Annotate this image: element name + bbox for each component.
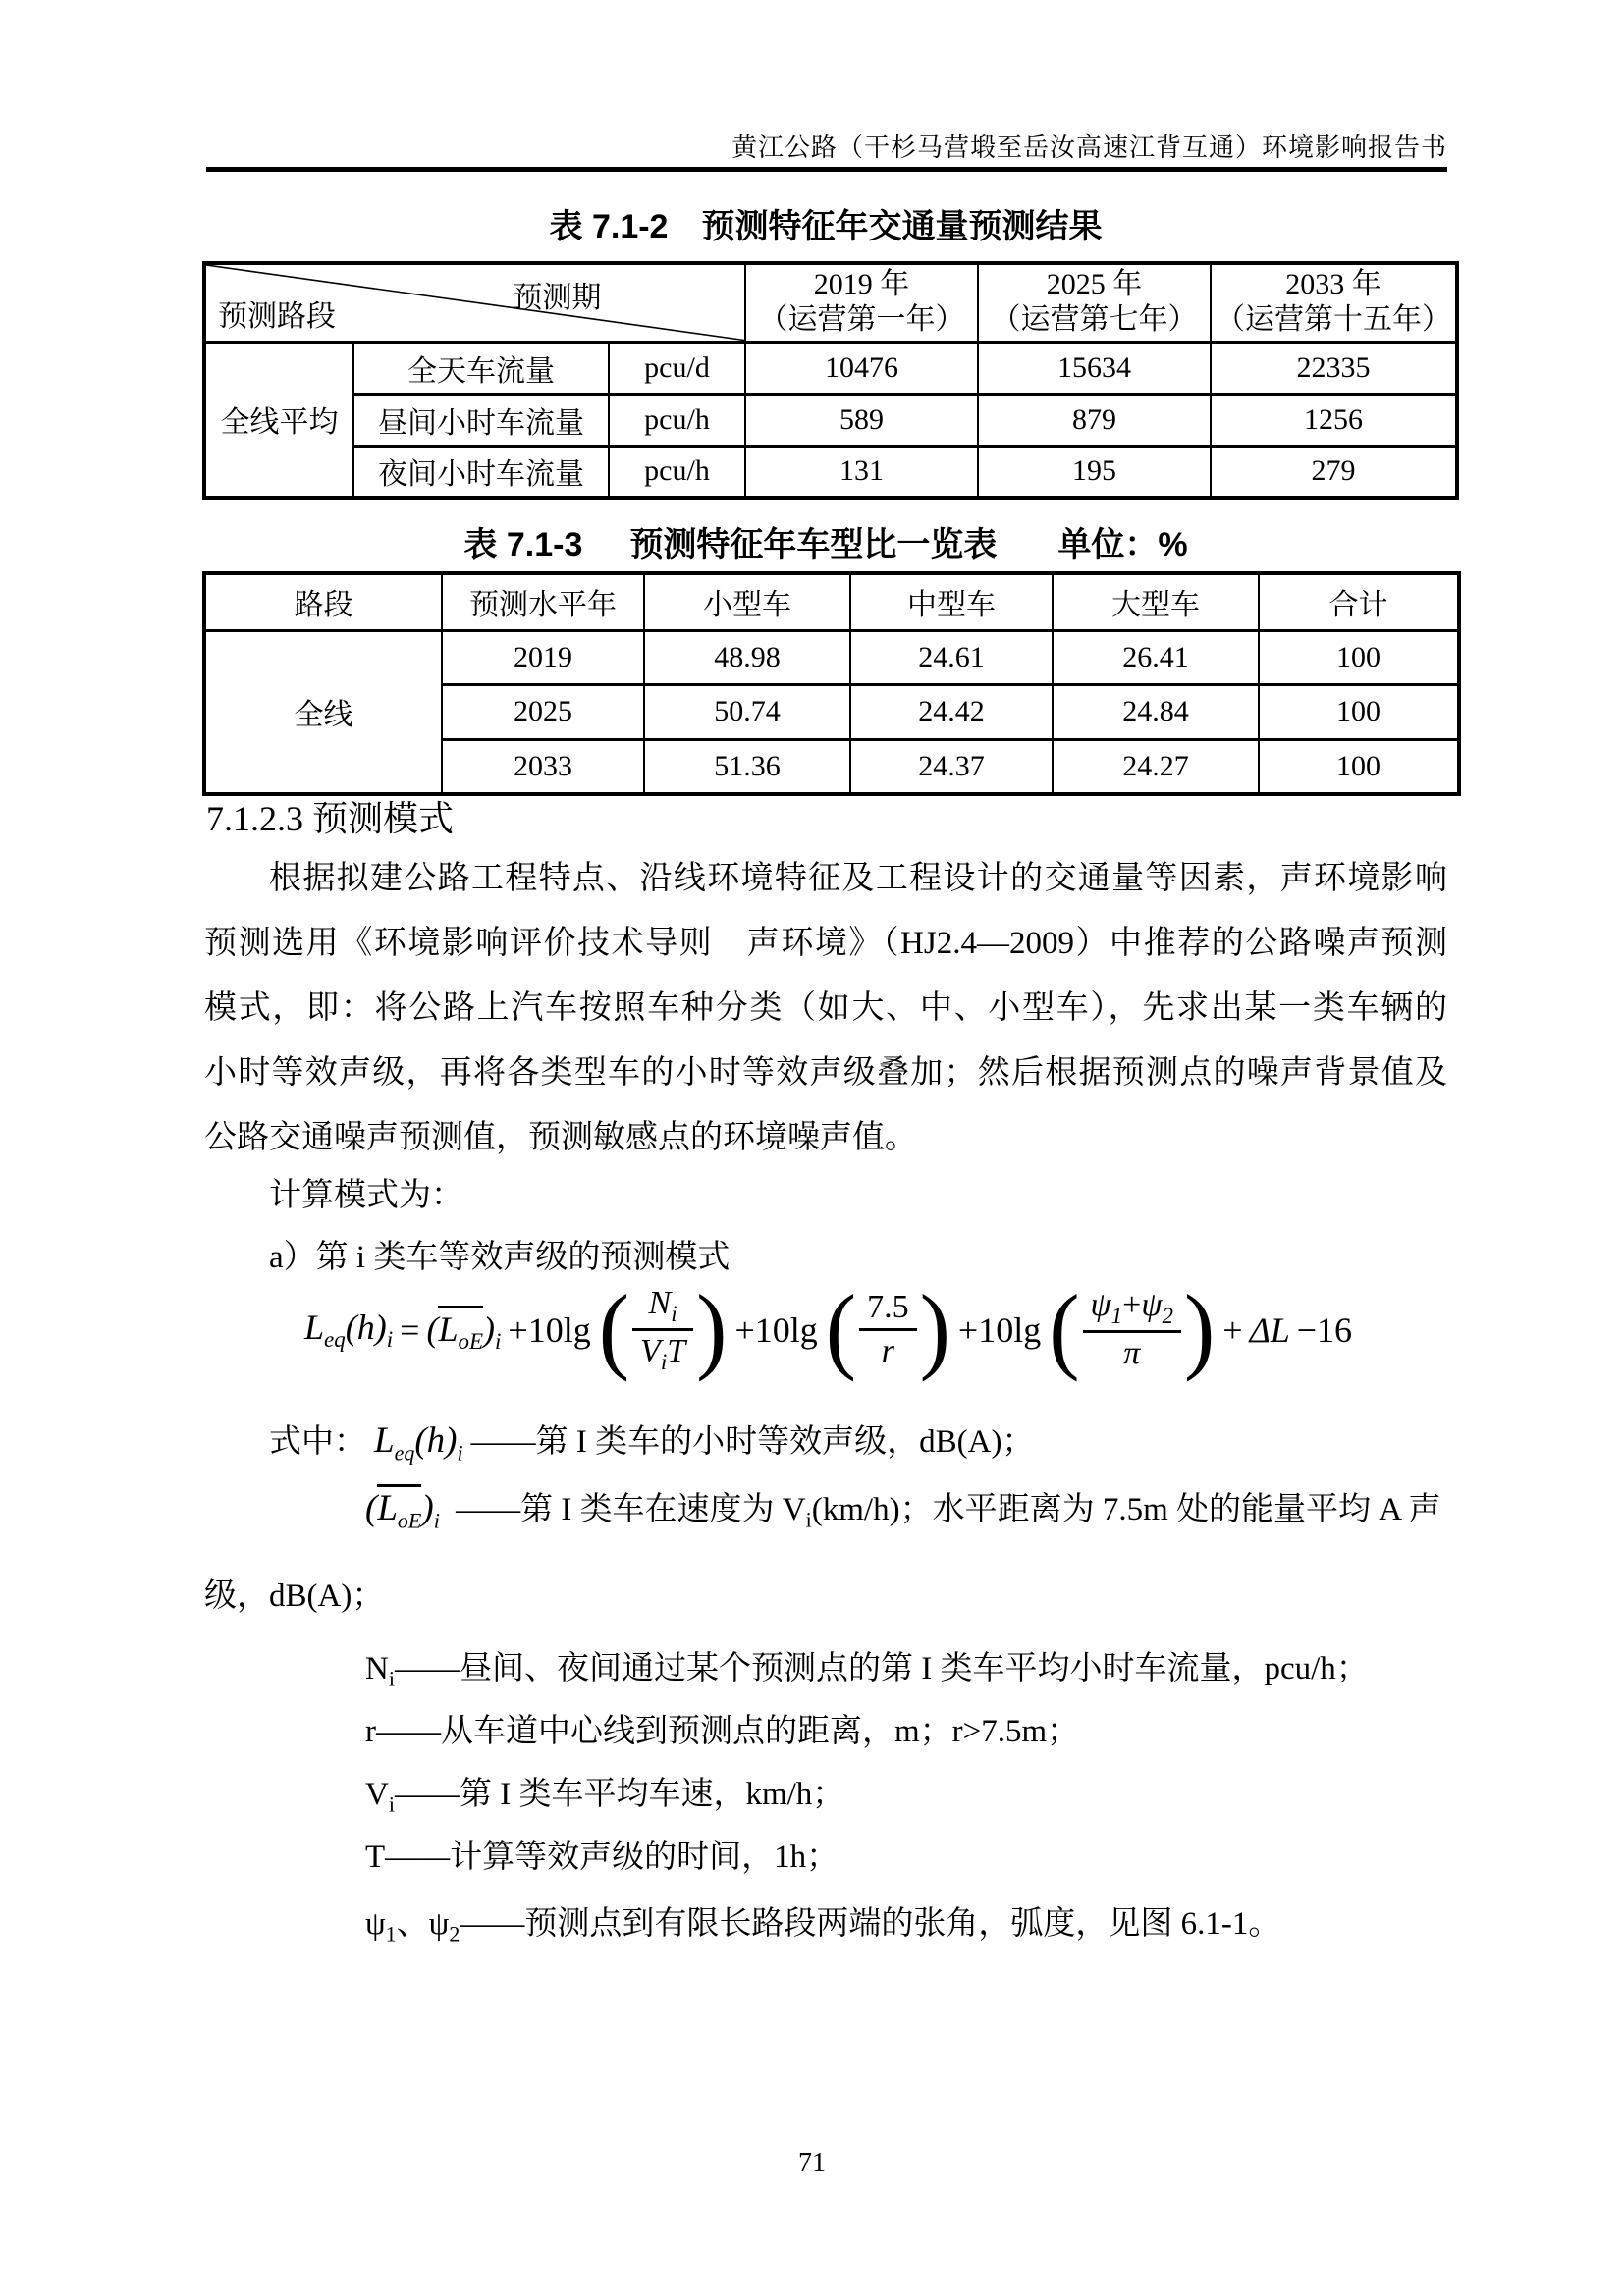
diag-label-period: 预测期 (513, 282, 602, 314)
col-header-year: 预测水平年 (442, 573, 644, 630)
header-rule (206, 167, 1447, 172)
value-cell: 26.41 (1053, 630, 1259, 684)
col-header-road: 路段 (204, 573, 442, 630)
year-cell: 2033 (442, 739, 644, 794)
value-cell: 195 (978, 446, 1211, 498)
defs-loe-line: $(L_{oE})_i$ ——第 I 类车在速度为 $V_i(km/h)$；水平距离为 7.5m 处的能量平均 A 声 (204, 1484, 1441, 1542)
vehicle-type-ratio-table (202, 571, 1461, 796)
section-heading: 7.1.2.3 预测模式 (206, 799, 455, 838)
defs-r-line: r——从车道中心线到预测点的距离，m；r>7.5m； (365, 1714, 1080, 1749)
value-cell: 1256 (1211, 394, 1457, 446)
delta-l: ΔL (1249, 1309, 1290, 1350)
diagonal-header-cell (204, 263, 745, 342)
right-paren: ) (696, 1275, 728, 1383)
table1-title: 表 7.1-2 预测特征年交通量预测结果 (549, 208, 1103, 245)
paragraph-prediction-mode (204, 846, 1447, 1170)
value-cell: 24.84 (1053, 684, 1259, 739)
value-cell: 589 (745, 394, 978, 446)
minus-16: −16 (1296, 1309, 1353, 1350)
fraction-75-r: $\frac{7.5}{r}$ (859, 1288, 917, 1373)
value-cell: 50.74 (644, 684, 850, 739)
diag-label-segment: 预测路段 (218, 299, 336, 333)
right-paren: ) (1183, 1275, 1216, 1383)
left-paren: ( (598, 1275, 630, 1383)
defs-psi-line: $\psi_1$、$\psi_2——$预测点到有限长路段两端的张角，弧度，见图 6.1-1。 (365, 1906, 1281, 1947)
year-cell: 2019 (442, 630, 644, 684)
unit-cell: pcu/h (609, 394, 745, 446)
traffic-forecast-table (202, 261, 1459, 500)
table-header-row (204, 573, 1459, 630)
value-cell: 15634 (978, 342, 1211, 394)
defs-n-line: $N_i——$昼间、夜间通过某个预测点的第 I 类车平均小时车流量，pcu/h； (365, 1651, 1369, 1691)
table2-title (204, 517, 1447, 565)
paragraph-line: 小时等效声级，再将各类型车的小时等效声级叠加；然后根据预测点的噪声背景值及 (204, 1055, 1447, 1091)
table-row (204, 342, 1457, 394)
fraction-psi-pi: $\frac{\psi_1+\psi_2}{\pi}$ (1083, 1286, 1181, 1374)
plus-10lg: +10lg (734, 1309, 818, 1350)
indicator-cell: 夜间小时车流量 (353, 446, 609, 498)
value-cell: 24.37 (850, 739, 1053, 794)
col-header-2025: 2025 年 （运营第七年） (978, 263, 1211, 342)
col-header-large: 大型车 (1053, 573, 1259, 630)
fraction-ni-vit: $\frac{N_i}{V_iT}$ (632, 1284, 693, 1376)
value-cell: 51.36 (644, 739, 850, 794)
unit-cell: pcu/d (609, 342, 745, 394)
defs-level-line: 级，dB(A)； (204, 1578, 385, 1614)
paragraph-line: 预测选用《环境影响评价技术导则 声环境》（HJ2.4—2009）中推荐的公路噪声预测 (204, 926, 1447, 961)
paragraph-line: 公路交通噪声预测值，预测敏感点的环境噪声值。 (204, 1120, 917, 1155)
item-a-line: a）第 i 类车等效声级的预测模式 (269, 1240, 731, 1275)
value-cell: 100 (1259, 684, 1459, 739)
defs-v-line: $V_i——$第 I 类车平均车速，km/h； (365, 1777, 845, 1817)
plus-sign: + (1222, 1309, 1243, 1350)
value-cell: 24.42 (850, 684, 1053, 739)
col-header-2033: 2033 年 （运营第十五年） (1211, 263, 1457, 342)
row-group-cell: 全线 (204, 630, 442, 794)
table2-title-label: 表 7.1-3 (463, 526, 583, 563)
calc-mode-line: 计算模式为： (269, 1178, 463, 1213)
left-paren: ( (825, 1275, 857, 1383)
value-cell: 100 (1259, 630, 1459, 684)
table-row (204, 394, 1457, 446)
table2-title-text: 预测特征年车型比一览表 (629, 526, 998, 563)
loe-inline-symbol: $(L_{oE})_i$ (365, 1488, 440, 1528)
loe-term: $(L_{oE})_i$ (426, 1306, 501, 1355)
defs-intro-line: 式中： $L_{eq}(h)_i$ ——第 I 类车的小时等效声级，dB(A)； (269, 1420, 1035, 1466)
col-header-2019: 2019 年 （运营第一年） (745, 263, 978, 342)
value-cell: 131 (745, 446, 978, 498)
leq-formula (304, 1275, 1359, 1383)
value-cell: 279 (1211, 446, 1457, 498)
table2-title-unit: 单位：% (1057, 526, 1188, 563)
defs-t-line: T——计算等效声级的时间，1h； (365, 1840, 839, 1875)
left-paren: ( (1049, 1275, 1080, 1383)
row-group-cell: 全线平均 (204, 342, 353, 498)
paragraph-line: 模式，即：将公路上汽车按照车种分类（如大、中、小型车），先求出某一类车辆的 (204, 990, 1447, 1026)
running-header: 黄江公路（干杉马营塅至岳汝高速江背互通）环境影响报告书 (731, 133, 1447, 162)
right-paren: ) (919, 1275, 950, 1383)
year-cell: 2025 (442, 684, 644, 739)
value-cell: 10476 (745, 342, 978, 394)
value-cell: 879 (978, 394, 1211, 446)
indicator-cell: 昼间小时车流量 (353, 394, 609, 446)
leq-inline-symbol: $L_{eq}(h)_i$ (374, 1420, 463, 1466)
plus-10lg: +10lg (957, 1309, 1042, 1350)
value-cell: 24.61 (850, 630, 1053, 684)
value-cell: 24.27 (1053, 739, 1259, 794)
col-header-medium: 中型车 (850, 573, 1053, 630)
value-cell: 100 (1259, 739, 1459, 794)
equals-sign: = (400, 1309, 420, 1350)
paragraph-line: 根据拟建公路工程特点、沿线环境特征及工程设计的交通量等因素，声环境影响 (269, 861, 1447, 896)
plus-10lg: +10lg (508, 1309, 591, 1350)
col-header-total: 合计 (1259, 573, 1459, 630)
leq-symbol: $L_{eq}(h)_i$ (304, 1308, 394, 1353)
table-row (204, 446, 1457, 498)
value-cell: 22335 (1211, 342, 1457, 394)
page-number: 71 (798, 2148, 826, 2178)
indicator-cell: 全天车流量 (353, 342, 609, 394)
value-cell: 48.98 (644, 630, 850, 684)
col-header-small: 小型车 (644, 573, 850, 630)
unit-cell: pcu/h (609, 446, 745, 498)
table-row (204, 630, 1459, 684)
